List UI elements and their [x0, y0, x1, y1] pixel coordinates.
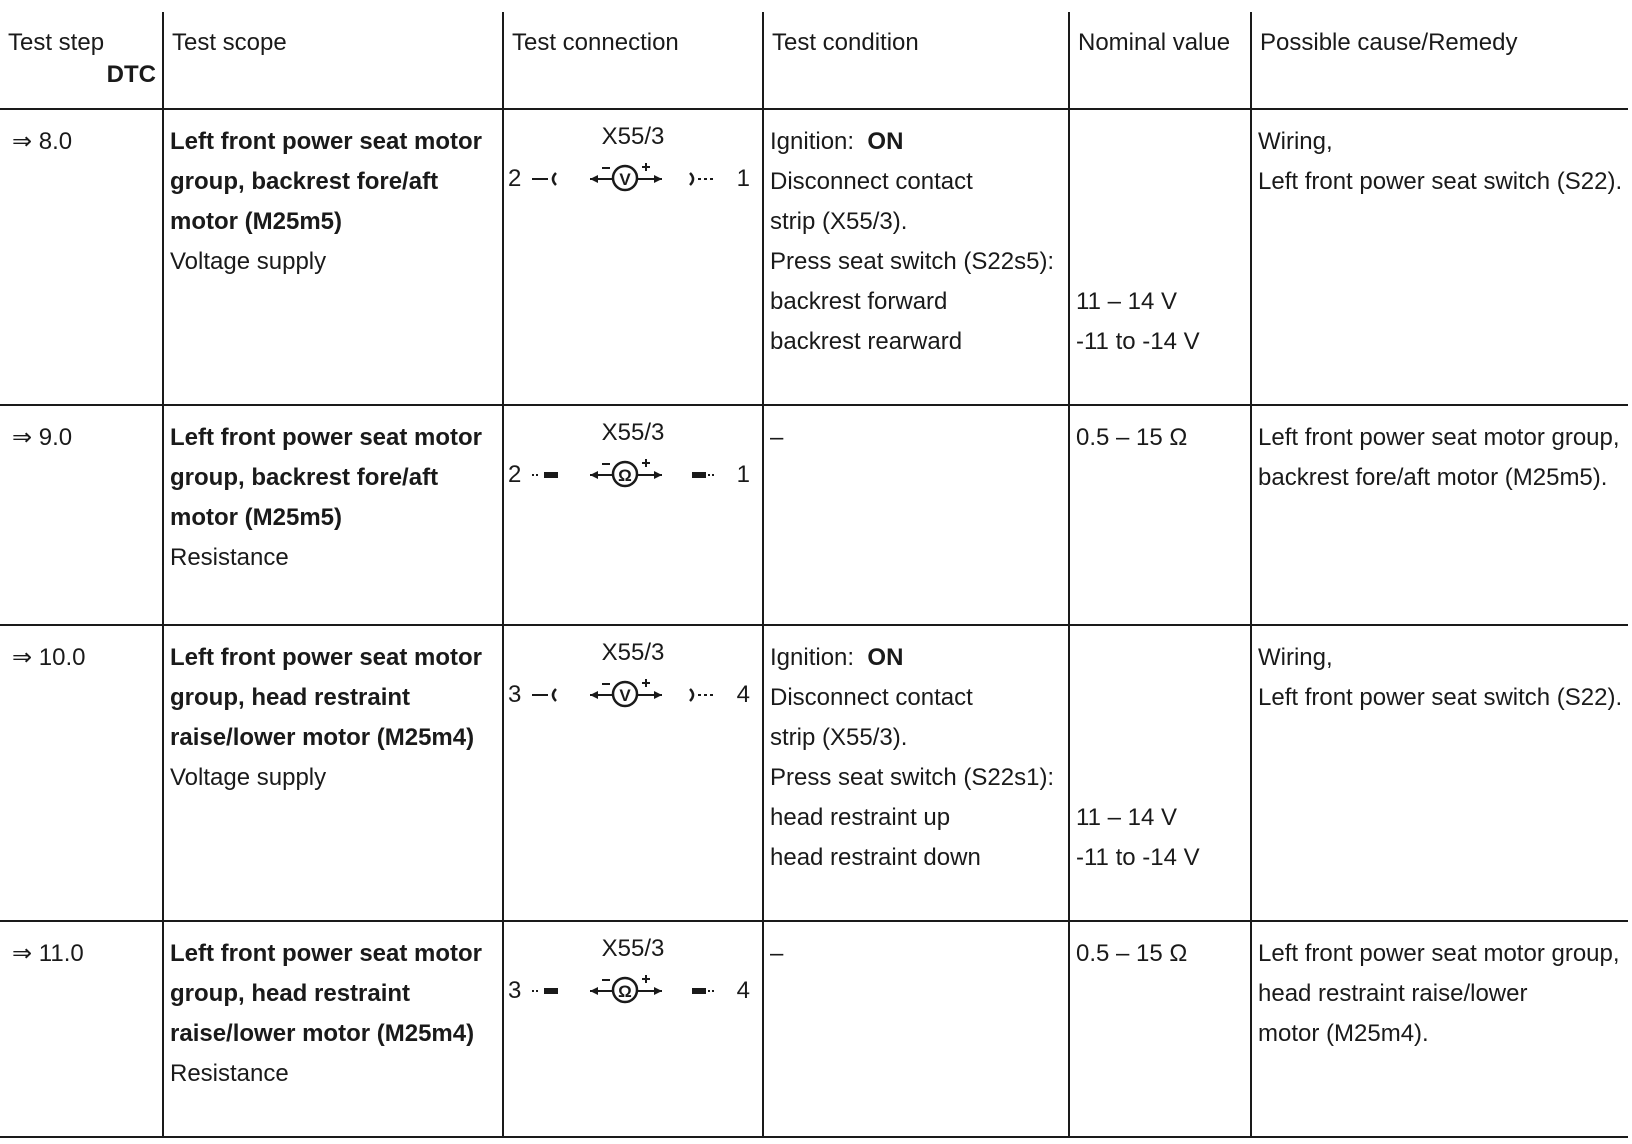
possible-cause-text: [1252, 626, 1628, 718]
header-test-condition: [763, 12, 1069, 109]
possible-cause-line: Wiring,: [1258, 644, 1333, 671]
condition-label: Ignition:: [770, 128, 855, 155]
possible-cause-cell: [1251, 921, 1628, 1137]
connector-label: X55/3: [601, 935, 665, 962]
nominal-value-text: [1070, 406, 1250, 458]
test-scope-cell: [163, 625, 503, 921]
meter-unit-symbol: Ω: [618, 982, 632, 1001]
test-scope-measurement: Voltage supply: [170, 764, 327, 791]
voltmeter-symbol: [504, 154, 762, 204]
test-connection-cell: [503, 405, 763, 625]
test-step-cell: [0, 109, 163, 405]
nominal-value-cell: [1069, 109, 1251, 405]
test-step-cell: [0, 921, 163, 1137]
test-scope-component-line: Left front power seat motor: [170, 128, 483, 155]
nominal-value-text: [1070, 110, 1250, 362]
test-condition-line: head restraint up: [770, 804, 951, 831]
possible-cause-cell: [1251, 625, 1628, 921]
connection-diagram: [504, 922, 762, 1032]
test-scope-component-line: raise/lower motor (M25m4): [170, 724, 475, 751]
nominal-value-line: 11 – 14 V: [1076, 288, 1177, 315]
possible-cause-line: Left front power seat switch (S22).: [1258, 684, 1623, 711]
test-connection-cell: [503, 921, 763, 1137]
possible-cause-cell: [1251, 405, 1628, 625]
test-condition-text: [764, 110, 1068, 362]
test-scope-component-line: motor (M25m5): [170, 208, 343, 235]
diagnostic-test-table: [0, 12, 1628, 1138]
header-test-connection: [503, 12, 763, 109]
header-test-step: [0, 12, 163, 109]
condition-value: ON: [867, 128, 904, 155]
nominal-value-line: [1076, 242, 1250, 282]
possible-cause-text: [1252, 406, 1628, 498]
test-condition-cell: [763, 625, 1069, 921]
table-header-row: [0, 12, 1628, 109]
nominal-value-cell: [1069, 405, 1251, 625]
test-condition-line: –: [770, 424, 784, 451]
test-step-number: ⇒ 10.0: [12, 644, 86, 671]
connector-label: X55/3: [601, 123, 665, 150]
test-step-number: ⇒ 9.0: [12, 424, 73, 451]
table-row: [0, 109, 1628, 405]
test-scope-measurement: Resistance: [170, 1060, 289, 1087]
possible-cause-text: [1252, 110, 1628, 202]
pin-right-label: 4: [736, 681, 750, 708]
possible-cause-line: motor (M25m4).: [1258, 1020, 1429, 1047]
header-nominal-value-label: Nominal value: [1078, 29, 1231, 56]
nominal-value-line: [1076, 122, 1250, 162]
test-scope-text: [164, 110, 502, 282]
possible-cause-line: backrest fore/aft motor (M25m5).: [1258, 464, 1608, 491]
voltmeter-symbol: [504, 670, 762, 720]
test-condition-line: backrest rearward: [770, 328, 963, 355]
table-row: [0, 921, 1628, 1137]
test-condition-text: [764, 922, 1068, 974]
test-scope-component-line: Left front power seat motor: [170, 424, 483, 451]
test-scope-component-line: group, backrest fore/aft: [170, 464, 439, 491]
nominal-value-line: [1076, 638, 1250, 678]
meter-unit-symbol: V: [619, 170, 631, 189]
test-connection-cell: [503, 109, 763, 405]
nominal-value-line: -11 to -14 V: [1076, 844, 1200, 871]
test-step-cell: [0, 625, 163, 921]
test-condition-line: backrest forward: [770, 288, 948, 315]
test-scope-cell: [163, 405, 503, 625]
header-test-condition-label: Test condition: [772, 29, 919, 56]
test-scope-measurement: Resistance: [170, 544, 289, 571]
test-condition-line: Disconnect contact: [770, 168, 973, 195]
header-nominal-value: [1069, 12, 1251, 109]
test-step-number: ⇒ 8.0: [12, 128, 73, 155]
test-scope-component-line: group, head restraint: [170, 980, 411, 1007]
possible-cause-line: head restraint raise/lower: [1258, 980, 1528, 1007]
nominal-value-line: 11 – 14 V: [1076, 804, 1177, 831]
connection-diagram: [504, 626, 762, 736]
header-test-connection-label: Test connection: [512, 29, 679, 56]
test-condition-line: –: [770, 940, 784, 967]
meter-unit-symbol: Ω: [618, 466, 632, 485]
nominal-value-line: [1076, 718, 1250, 758]
nominal-value-text: [1070, 922, 1250, 974]
pin-left-label: 3: [508, 681, 522, 708]
nominal-value-line: [1076, 678, 1250, 718]
test-scope-text: [164, 922, 502, 1094]
header-test-step-label: Test step: [8, 29, 105, 56]
test-step-number: ⇒ 11.0: [12, 940, 84, 967]
nominal-value-line: [1076, 202, 1250, 242]
test-scope-component-line: group, backrest fore/aft: [170, 168, 439, 195]
nominal-value-line: [1076, 162, 1250, 202]
test-condition-line: Press seat switch (S22s1):: [770, 764, 1055, 791]
header-possible-cause: [1251, 12, 1628, 109]
test-condition-line: [770, 638, 1068, 678]
nominal-value-line: [1076, 758, 1250, 798]
possible-cause-cell: [1251, 109, 1628, 405]
test-scope-cell: [163, 921, 503, 1137]
ohmmeter-symbol: [504, 450, 762, 500]
possible-cause-line: Wiring,: [1258, 128, 1333, 155]
pin-right-label: 4: [736, 977, 750, 1004]
header-test-scope-label: Test scope: [172, 29, 287, 56]
test-step-cell: [0, 405, 163, 625]
test-condition-line: strip (X55/3).: [770, 208, 908, 235]
connection-diagram: [504, 110, 762, 220]
table-row: [0, 405, 1628, 625]
condition-value: ON: [867, 644, 904, 671]
test-scope-cell: [163, 109, 503, 405]
test-condition-line: head restraint down: [770, 844, 981, 871]
pin-right-label: 1: [736, 165, 750, 192]
test-scope-text: [164, 406, 502, 578]
possible-cause-line: Left front power seat switch (S22).: [1258, 168, 1623, 195]
test-condition-text: [764, 406, 1068, 458]
possible-cause-text: [1252, 922, 1628, 1054]
test-scope-component-line: Left front power seat motor: [170, 644, 483, 671]
test-condition-cell: [763, 109, 1069, 405]
nominal-value-line: -11 to -14 V: [1076, 328, 1200, 355]
test-scope-text: [164, 626, 502, 798]
test-scope-component-line: raise/lower motor (M25m4): [170, 1020, 475, 1047]
nominal-value-text: [1070, 626, 1250, 878]
connector-label: X55/3: [601, 419, 665, 446]
test-scope-component-line: group, head restraint: [170, 684, 411, 711]
test-scope-measurement: Voltage supply: [170, 248, 327, 275]
condition-label: Ignition:: [770, 644, 855, 671]
nominal-value-line: 0.5 – 15 Ω: [1076, 940, 1188, 967]
connector-label: X55/3: [601, 639, 665, 666]
pin-left-label: 2: [508, 165, 522, 192]
header-test-scope: [163, 12, 503, 109]
test-condition-cell: [763, 921, 1069, 1137]
test-condition-line: strip (X55/3).: [770, 724, 908, 751]
header-possible-cause-label: Possible cause/Remedy: [1260, 29, 1518, 56]
possible-cause-line: Left front power seat motor group,: [1258, 424, 1620, 451]
test-condition-text: [764, 626, 1068, 878]
test-condition-line: Disconnect contact: [770, 684, 973, 711]
table-row: [0, 625, 1628, 921]
test-condition-cell: [763, 405, 1069, 625]
meter-unit-symbol: V: [619, 686, 631, 705]
test-scope-component-line: motor (M25m5): [170, 504, 343, 531]
possible-cause-line: Left front power seat motor group,: [1258, 940, 1620, 967]
header-dtc-label: DTC: [106, 61, 156, 88]
ohmmeter-symbol: [504, 966, 762, 1016]
test-condition-line: Press seat switch (S22s5):: [770, 248, 1055, 275]
test-scope-component-line: Left front power seat motor: [170, 940, 483, 967]
connection-diagram: [504, 406, 762, 516]
nominal-value-line: 0.5 – 15 Ω: [1076, 424, 1188, 451]
table-body: [0, 109, 1628, 1137]
pin-right-label: 1: [736, 461, 750, 488]
test-condition-line: [770, 122, 1068, 162]
test-connection-cell: [503, 625, 763, 921]
pin-left-label: 2: [508, 461, 522, 488]
pin-left-label: 3: [508, 977, 522, 1004]
nominal-value-cell: [1069, 921, 1251, 1137]
nominal-value-cell: [1069, 625, 1251, 921]
